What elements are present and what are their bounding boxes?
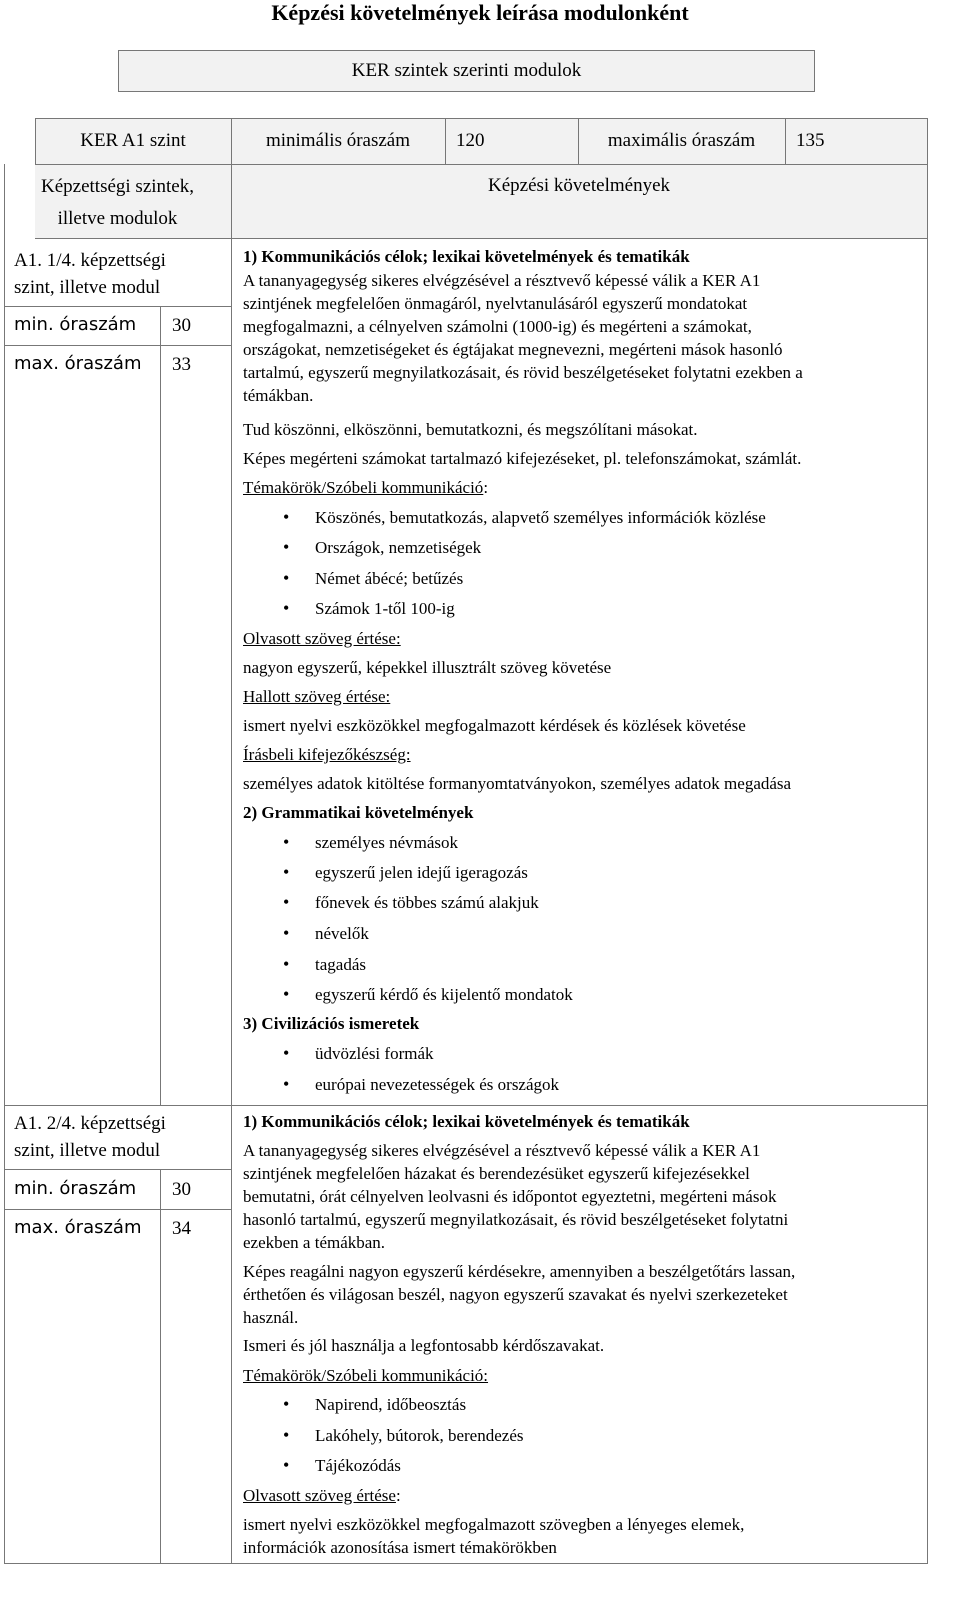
- banner-text: KER szintek szerinti modulok: [351, 60, 582, 81]
- module1-para1-line: szintjének megfelelően önmagáról, nyelvtanulásáról egyszerű mondatokat: [243, 294, 748, 313]
- module1-listening-text: ismert nyelvi eszközökkel megfogalmazott kérdések és közlések követése: [243, 716, 746, 735]
- module2-reading-label: Olvasott szöveg értése: [243, 1486, 396, 1505]
- bullet-icon: •: [283, 954, 290, 974]
- table-border-right: [927, 118, 928, 1564]
- level-label: KER A1 szint: [80, 130, 186, 151]
- max-hours-label-cell: [578, 118, 785, 164]
- module1-topic-text: Köszönés, bemutatkozás, alapvető személyes információk közlése: [315, 508, 766, 527]
- min-hours-label-cell: [231, 118, 445, 164]
- module1-para1-line: tartalmú, egyszerű megnyilatkozásait, és rövid beszélgetéseket folytatni ezekben a: [243, 363, 803, 382]
- module2-para1-line: A tananyagegység sikeres elvégzésével a résztvevő képessé válik a KER A1: [243, 1141, 761, 1160]
- table-border-left: [4, 164, 5, 1564]
- module2-reading-line: ismert nyelvi eszközökkel megfogalmazott szövegben a lényeges elemek,: [243, 1515, 745, 1534]
- min-hours-value: 120: [456, 130, 485, 151]
- module1-section2-heading: 2) Grammatikai követelmények: [243, 803, 474, 822]
- module2-min-label: min. óraszám: [14, 1178, 137, 1199]
- min-hours-value-cell: [456, 118, 576, 164]
- module2-content: [243, 1110, 923, 1562]
- module1-writing-heading: [243, 743, 923, 766]
- module1-topic-text: Német ábécé; betűzés: [315, 569, 464, 588]
- module2-name: [14, 1110, 166, 1164]
- module1-listening-label: Hallott szöveg értése:: [243, 687, 391, 706]
- module1-para1-line: országokat, nemzetiségeket és égtájakat megnevezni, megérteni mások hasonló: [243, 340, 783, 359]
- module1-grammar-text: egyszerű jelen idejű igeragozás: [315, 863, 528, 882]
- module1-reading-text: nagyon egyszerű, képekkel illusztrált szöveg követése: [243, 658, 612, 677]
- min-hours-label: minimális óraszám: [265, 130, 411, 151]
- right-col-header: Képzési követelmények: [487, 175, 670, 196]
- module1-content: [243, 245, 923, 1105]
- module1-max-label: max. óraszám: [14, 353, 142, 374]
- max-hours-value-cell: [796, 118, 916, 164]
- bullet-icon: •: [283, 1455, 290, 1475]
- left-line-m2-b: [4, 1209, 231, 1210]
- table-line-module2: [4, 1105, 928, 1106]
- module2-section1-heading: 1) Kommunikációs célok; lexikai követelmények és tematikák: [243, 1112, 690, 1131]
- page-title: Képzési követelmények leírása modulonként: [271, 0, 689, 25]
- module2-para1-line: ezekben a témákban.: [243, 1233, 386, 1252]
- module2-para2: [243, 1260, 923, 1329]
- banner: [118, 50, 815, 92]
- header-divider-4: [785, 118, 786, 164]
- bullet-icon: •: [283, 1074, 290, 1094]
- module2-max-value: 34: [172, 1218, 191, 1239]
- column-divider: [231, 164, 232, 1564]
- module2-para1-line: hasonló tartalmú, egyszerű megnyilatkozásait, és rövid beszélgetéseket folytatni: [243, 1210, 789, 1229]
- bullet-icon: •: [283, 832, 290, 852]
- module1-grammar-text: tagadás: [315, 955, 366, 974]
- bullet-icon: •: [283, 1425, 290, 1445]
- bullet-icon: •: [283, 598, 290, 618]
- module1-section1-heading: 1) Kommunikációs célok; lexikai követelmények és tematikák: [243, 247, 690, 266]
- module1-grammar-text: személyes névmások: [315, 833, 459, 852]
- module1-writing-text: személyes adatok kitöltése formanyomtatványokon, személyes adatok megadása: [243, 774, 792, 793]
- module1-topics-heading: [243, 476, 923, 499]
- module1-grammar-text: főnevek és többes számú alakjuk: [315, 893, 539, 912]
- left-line-m1-b: [4, 345, 231, 346]
- module1-para1-line: megfogalmazni, a célnyelven számolni (1000-ig) és megérteni a számokat,: [243, 317, 752, 336]
- module2-topic-text: Napirend, időbeosztás: [315, 1395, 467, 1414]
- left-col-header-line1: Képzettségi szintek,: [40, 176, 194, 197]
- module2-name-line1: A1. 2/4. képzettségi: [14, 1113, 166, 1134]
- bullet-icon: •: [283, 1394, 290, 1414]
- table-border-bottom: [4, 1563, 928, 1564]
- left-line-m1-a: [4, 306, 231, 307]
- hours-divider-1: [160, 306, 161, 1105]
- module1-civ-text: üdvözlési formák: [315, 1044, 434, 1063]
- bullet-icon: •: [283, 507, 290, 527]
- module2-name-line2: szint, illetve modul: [14, 1140, 161, 1161]
- module1-grammar-text: névelők: [315, 924, 369, 943]
- module2-topics-label: Témakörök/Szóbeli kommunikáció:: [243, 1366, 489, 1385]
- module1-para2: Tud köszönni, elköszönni, bemutatkozni, és megszólítani másokat.: [243, 420, 698, 439]
- module2-min-value: 30: [172, 1179, 191, 1200]
- module1-topic-text: Országok, nemzetiségek: [315, 538, 482, 557]
- module1-min-value: 30: [172, 315, 191, 336]
- module1-reading-label: Olvasott szöveg értése:: [243, 629, 401, 648]
- module1-topic-text: Számok 1-től 100-ig: [315, 599, 455, 618]
- module2-reading-colon: :: [395, 1486, 401, 1505]
- module1-section3-heading: 3) Civilizációs ismeretek: [243, 1014, 420, 1033]
- module1-name-line2: szint, illetve modul: [14, 277, 161, 298]
- table-line-h2: [35, 238, 928, 239]
- module1-name: [14, 247, 166, 301]
- module1-topics-colon: :: [483, 478, 489, 497]
- hours-divider-2: [160, 1169, 161, 1563]
- module1-para3: Képes megérteni számokat tartalmazó kifejezéseket, pl. telefonszámokat, számlát.: [243, 449, 802, 468]
- table-line-h1: [35, 164, 928, 165]
- module1-name-line1: A1. 1/4. képzettségi: [14, 250, 166, 271]
- module2-para1: [243, 1139, 923, 1254]
- module2-reading-line: információk azonosítása ismert témakörökben: [243, 1538, 557, 1557]
- module1-writing-label: Írásbeli kifejezőkészség:: [243, 745, 411, 764]
- bullet-icon: •: [283, 568, 290, 588]
- bullet-icon: •: [283, 984, 290, 1004]
- module2-topics-heading: [243, 1364, 923, 1387]
- module1-max-value: 33: [172, 354, 191, 375]
- module1-min-label: min. óraszám: [14, 314, 137, 335]
- module2-para3: Ismeri és jól használja a legfontosabb kérdőszavakat.: [243, 1336, 605, 1355]
- module2-max-label: max. óraszám: [14, 1217, 142, 1238]
- module2-reading-text: [243, 1513, 923, 1559]
- module2-topic-text: Lakóhely, bútorok, berendezés: [315, 1426, 524, 1445]
- level-cell: [35, 118, 231, 164]
- module2-para2-line: érthetően és világosan beszél, nagyon egyszerű szavakat és nyelvi szerkezeteket: [243, 1285, 788, 1304]
- module2-topic-text: Tájékozódás: [315, 1456, 401, 1475]
- module1-civ-text: európai nevezetességek és országok: [315, 1075, 560, 1094]
- module2-reading-heading: [243, 1484, 923, 1507]
- module2-para2-line: Képes reagálni nagyon egyszerű kérdésekre, amennyiben a beszélgetőtárs lassan,: [243, 1262, 796, 1281]
- max-hours-label: maximális óraszám: [607, 130, 756, 151]
- left-line-m2-a: [4, 1169, 231, 1170]
- module2-para1-line: szintjének megfelelően házakat és berendezésüket egyszerű kifejezésekkel: [243, 1164, 750, 1183]
- module1-topics-label: Témakörök/Szóbeli kommunikáció: [243, 478, 484, 497]
- module1-listening-heading: [243, 685, 923, 708]
- module2-para1-line: bemutatni, órát célnyelven leolvasni és időpontot egyeztetni, megérteni mások: [243, 1187, 777, 1206]
- left-col-header-line2: illetve modulok: [57, 208, 178, 229]
- module1-para1-line: A tananyagegység sikeres elvégzésével a résztvevő képessé válik a KER A1: [243, 271, 761, 290]
- max-hours-value: 135: [796, 130, 825, 151]
- module2-para2-line: használ.: [243, 1308, 299, 1327]
- left-col-header: [4, 171, 231, 235]
- module1-para1-line: témákban.: [243, 386, 314, 405]
- module1-grammar-text: egyszerű kérdő és kijelentő mondatok: [315, 985, 573, 1004]
- bullet-icon: •: [283, 537, 290, 557]
- header-divider-2: [445, 118, 446, 164]
- module1-para1: [243, 269, 923, 407]
- bullet-icon: •: [283, 1043, 290, 1063]
- module1-reading-heading: [243, 627, 923, 650]
- bullet-icon: •: [283, 862, 290, 882]
- bullet-icon: •: [283, 892, 290, 912]
- bullet-icon: •: [283, 923, 290, 943]
